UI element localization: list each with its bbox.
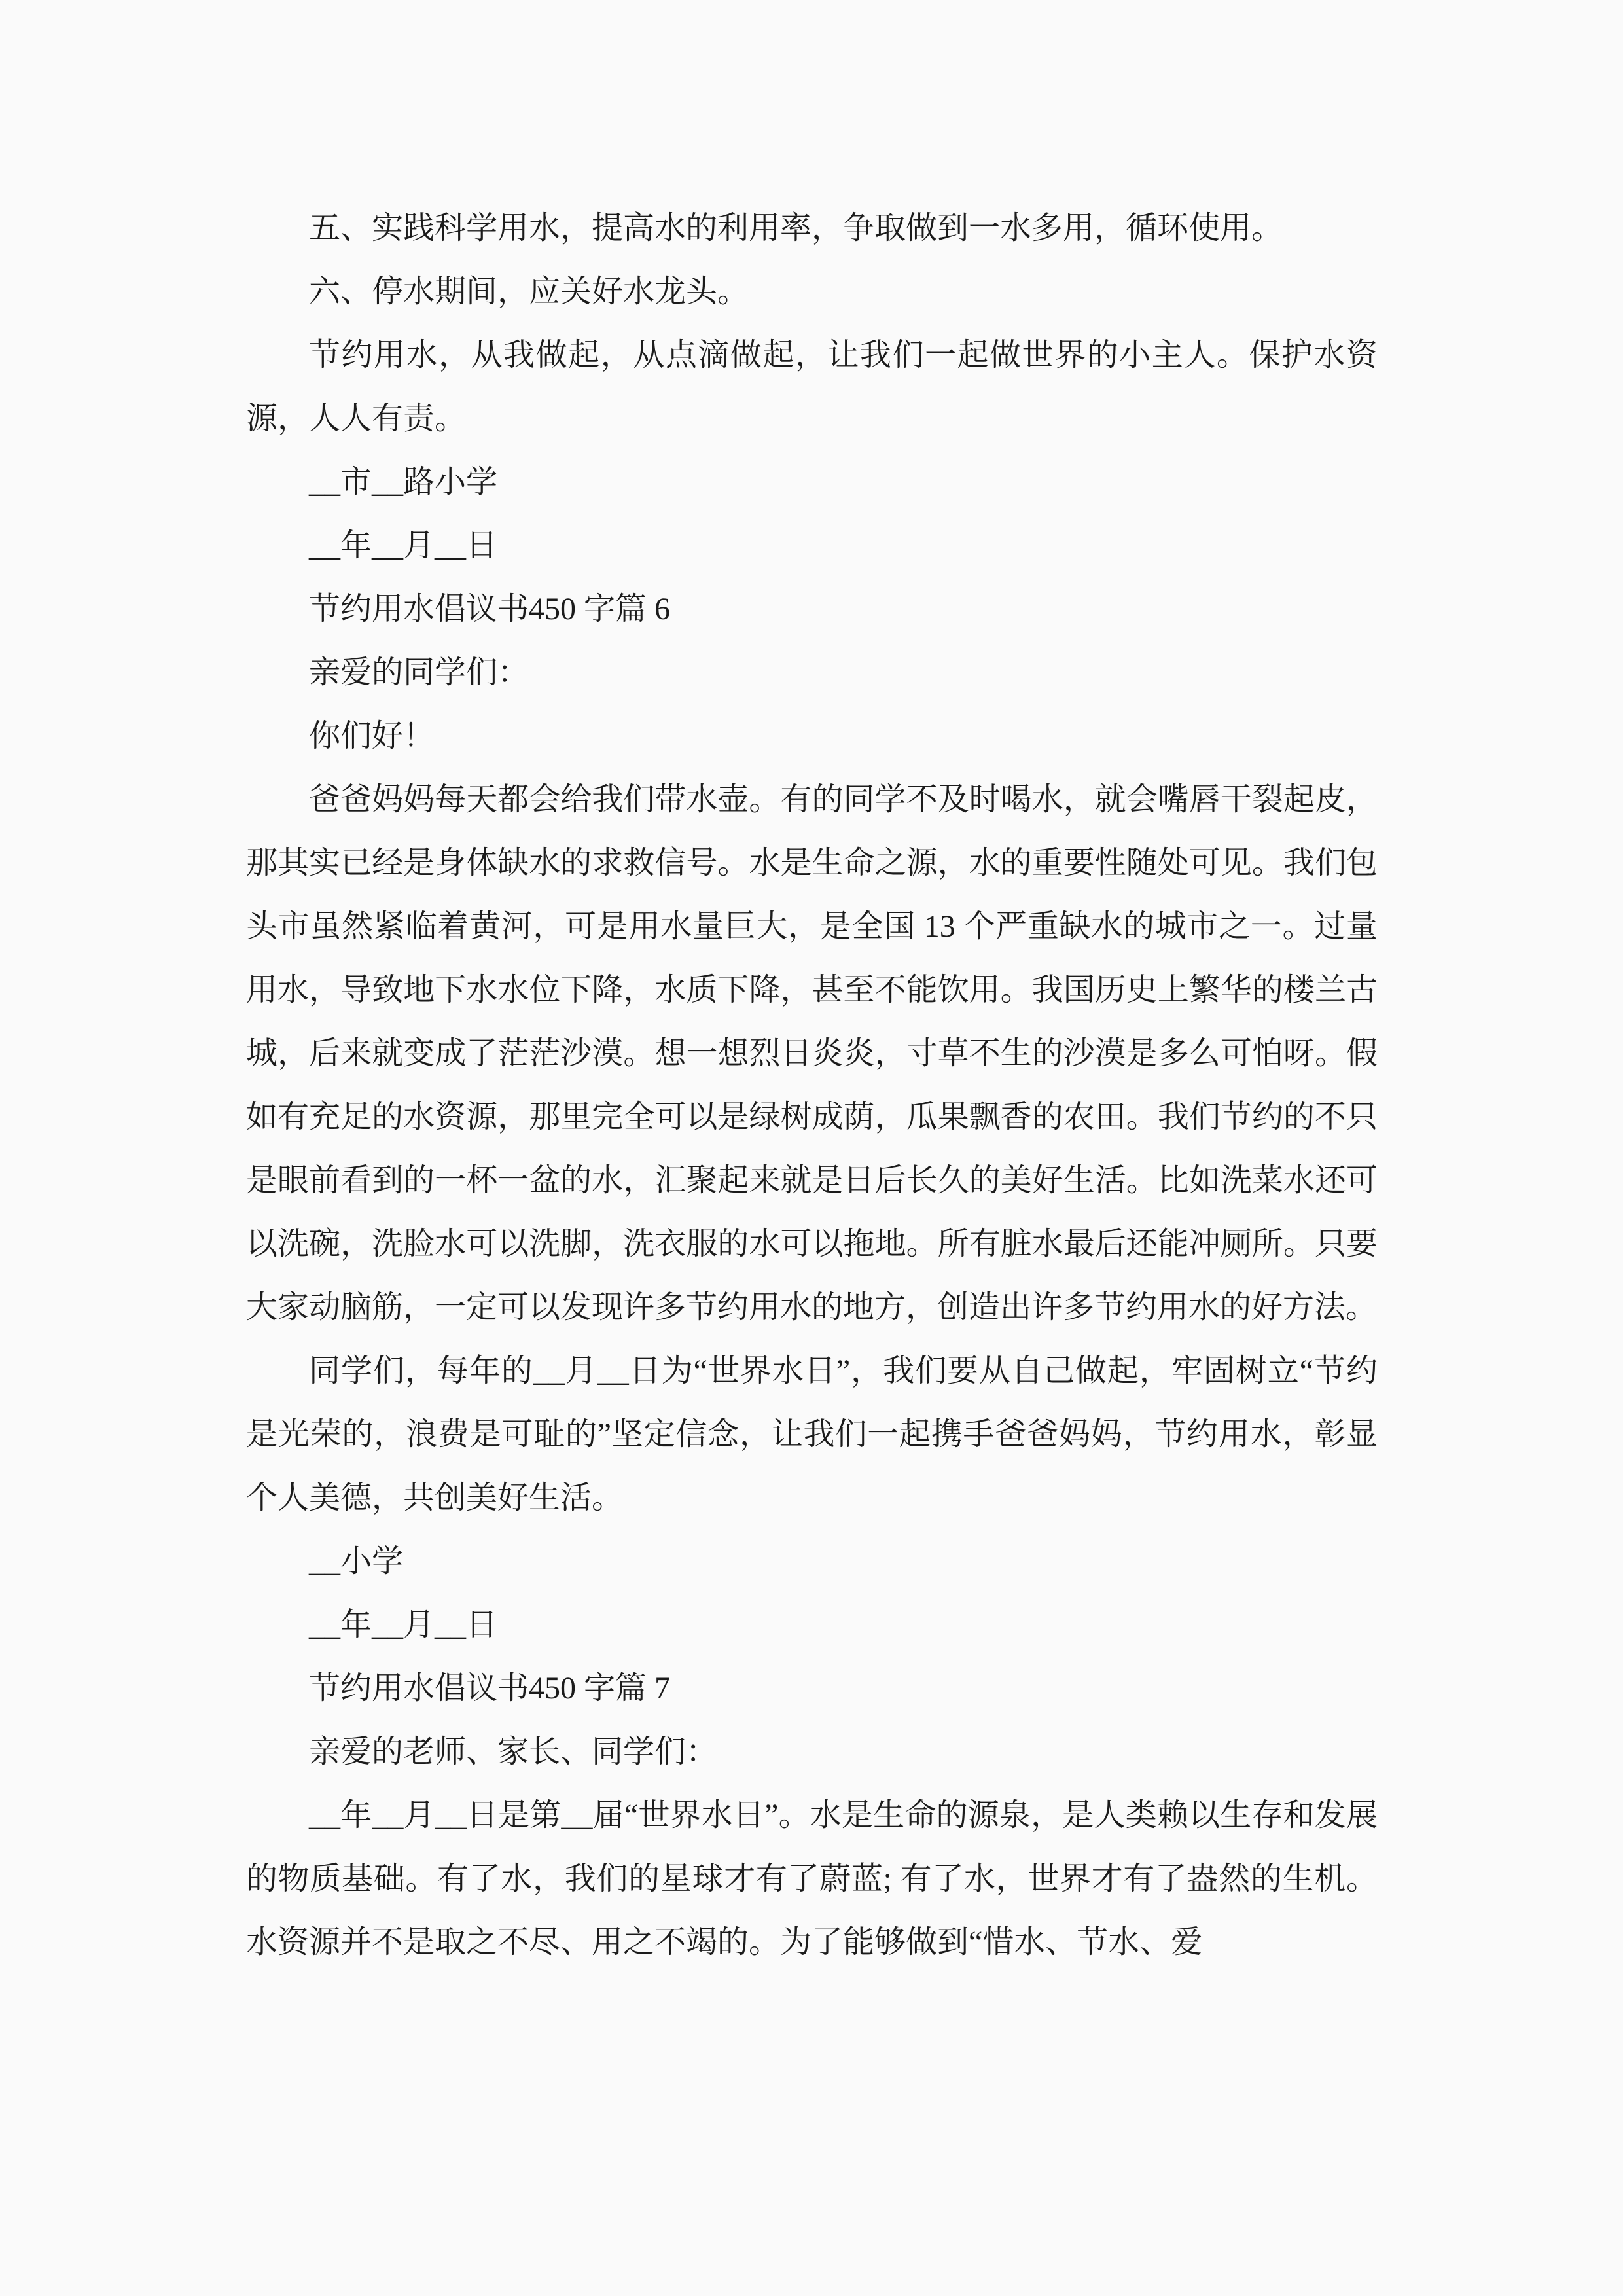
paragraph-signature-school: __小学 xyxy=(309,1544,404,1579)
paragraph-signature-date: __年__月__日 xyxy=(309,1607,498,1642)
paragraph-salutation: 亲爱的同学们： xyxy=(309,655,529,690)
paragraph-body: 节约用水，从我做起，从点滴做起，让我们一起做世界的小主人。保护水资源，人人有责。 xyxy=(246,338,1378,436)
document-content xyxy=(246,196,1378,1974)
paragraph-list-item: 五、实践科学用水，提高水的利用率，争取做到一水多用，循环使用。 xyxy=(309,211,1283,245)
paragraph-salutation: 亲爱的老师、家长、同学们： xyxy=(309,1734,718,1769)
paragraph-body: 同学们，每年的__月__日为“世界水日”，我们要从自己做起，牢固树立“节约是光荣的，浪费是可耻的”坚定信念，让我们一起携手爸爸妈妈，节约用水，彰显个人美德，共创美好生活。 xyxy=(246,1354,1378,1515)
paragraph-greeting: 你们好！ xyxy=(309,719,435,753)
paragraph-list-item: 六、停水期间，应关好水龙头。 xyxy=(309,274,749,309)
paragraph-body: 爸爸妈妈每天都会给我们带水壶。有的同学不及时喝水，就会嘴唇干裂起皮，那其实已经是身体缺水的求救信号。水是生命之源，水的重要性随处可见。我们包头市虽然紧临着黄河，可是用水量巨大，是全国 13 个严重缺水的城市之一。过量用水，导致地下水水位下降，水质下降，甚至不能饮用。我国历史上繁华的楼兰古城，后来就变成了茫茫沙漠。想一想烈日炎炎，寸草不生的沙漠是多么可怕呀。假如有充足的水资源，那里完全可以是绿树成荫，瓜果飘香的农田。我们节约的不只是眼前看到的一杯一盆的水，汇聚起来就是日后长久的美好生活。比如洗菜水还可以洗碗，洗脸水可以洗脚，洗衣服的水可以拖地。所有脏水最后还能冲厕所。只要大家动脑筋，一定可以发现许多节约用水的地方，创造出许多节约用水的好方法。 xyxy=(246,782,1378,1325)
paragraph-signature-date: __年__月__日 xyxy=(309,528,498,563)
paragraph-body: __年__月__日是第__届“世界水日”。水是生命的源泉，是人类赖以生存和发展的物质基础。有了水，我们的星球才有了蔚蓝; 有了水，世界才有了盎然的生机。水资源并不是取之不尽、用之不竭的。为了能够做到“惜水、节水、爱 xyxy=(246,1798,1378,1960)
paragraph-section-title: 节约用水倡议书450 字篇 6 xyxy=(309,592,671,626)
paragraph-signature-school: __市__路小学 xyxy=(309,465,498,499)
paragraph-section-title: 节约用水倡议书450 字篇 7 xyxy=(309,1671,671,1706)
